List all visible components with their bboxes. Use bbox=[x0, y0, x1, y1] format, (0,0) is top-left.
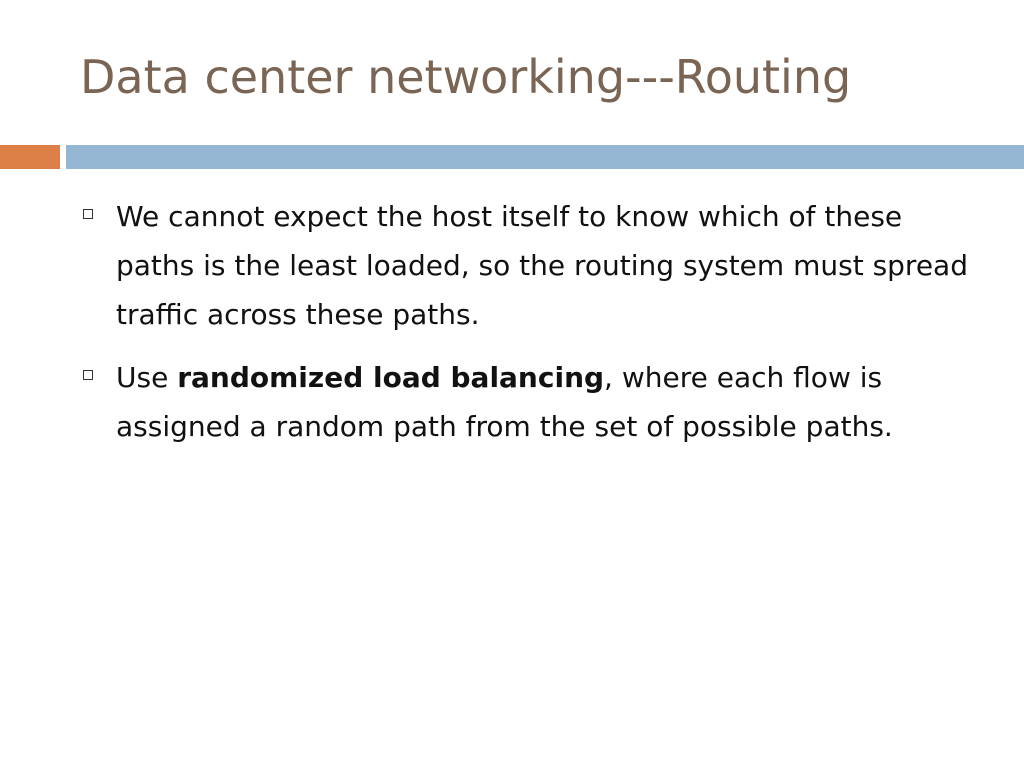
hollow-square-bullet-icon bbox=[80, 192, 116, 238]
bullet-text-1: We cannot expect the host itself to know which of these paths is the least loaded, so the routing system must spread traffic across these paths. bbox=[116, 200, 968, 331]
bullet-item-1 bbox=[80, 192, 970, 339]
title-rule-bar bbox=[66, 145, 1024, 169]
bullet-text-2 bbox=[116, 353, 970, 451]
bullet-item-2 bbox=[80, 353, 970, 451]
hollow-square-bullet-icon bbox=[80, 353, 116, 399]
bullet-text-2-prefix: Use bbox=[116, 361, 178, 394]
bullet-text-2-emphasis: randomized load balancing bbox=[177, 361, 605, 394]
bullet-list bbox=[80, 192, 970, 465]
bullet-text-2-suffix: , where each flow is assigned a random path from the set of possible paths. bbox=[116, 361, 893, 443]
title-accent-bar bbox=[0, 145, 60, 169]
slide-title: Data center networking---Routing bbox=[80, 50, 852, 104]
